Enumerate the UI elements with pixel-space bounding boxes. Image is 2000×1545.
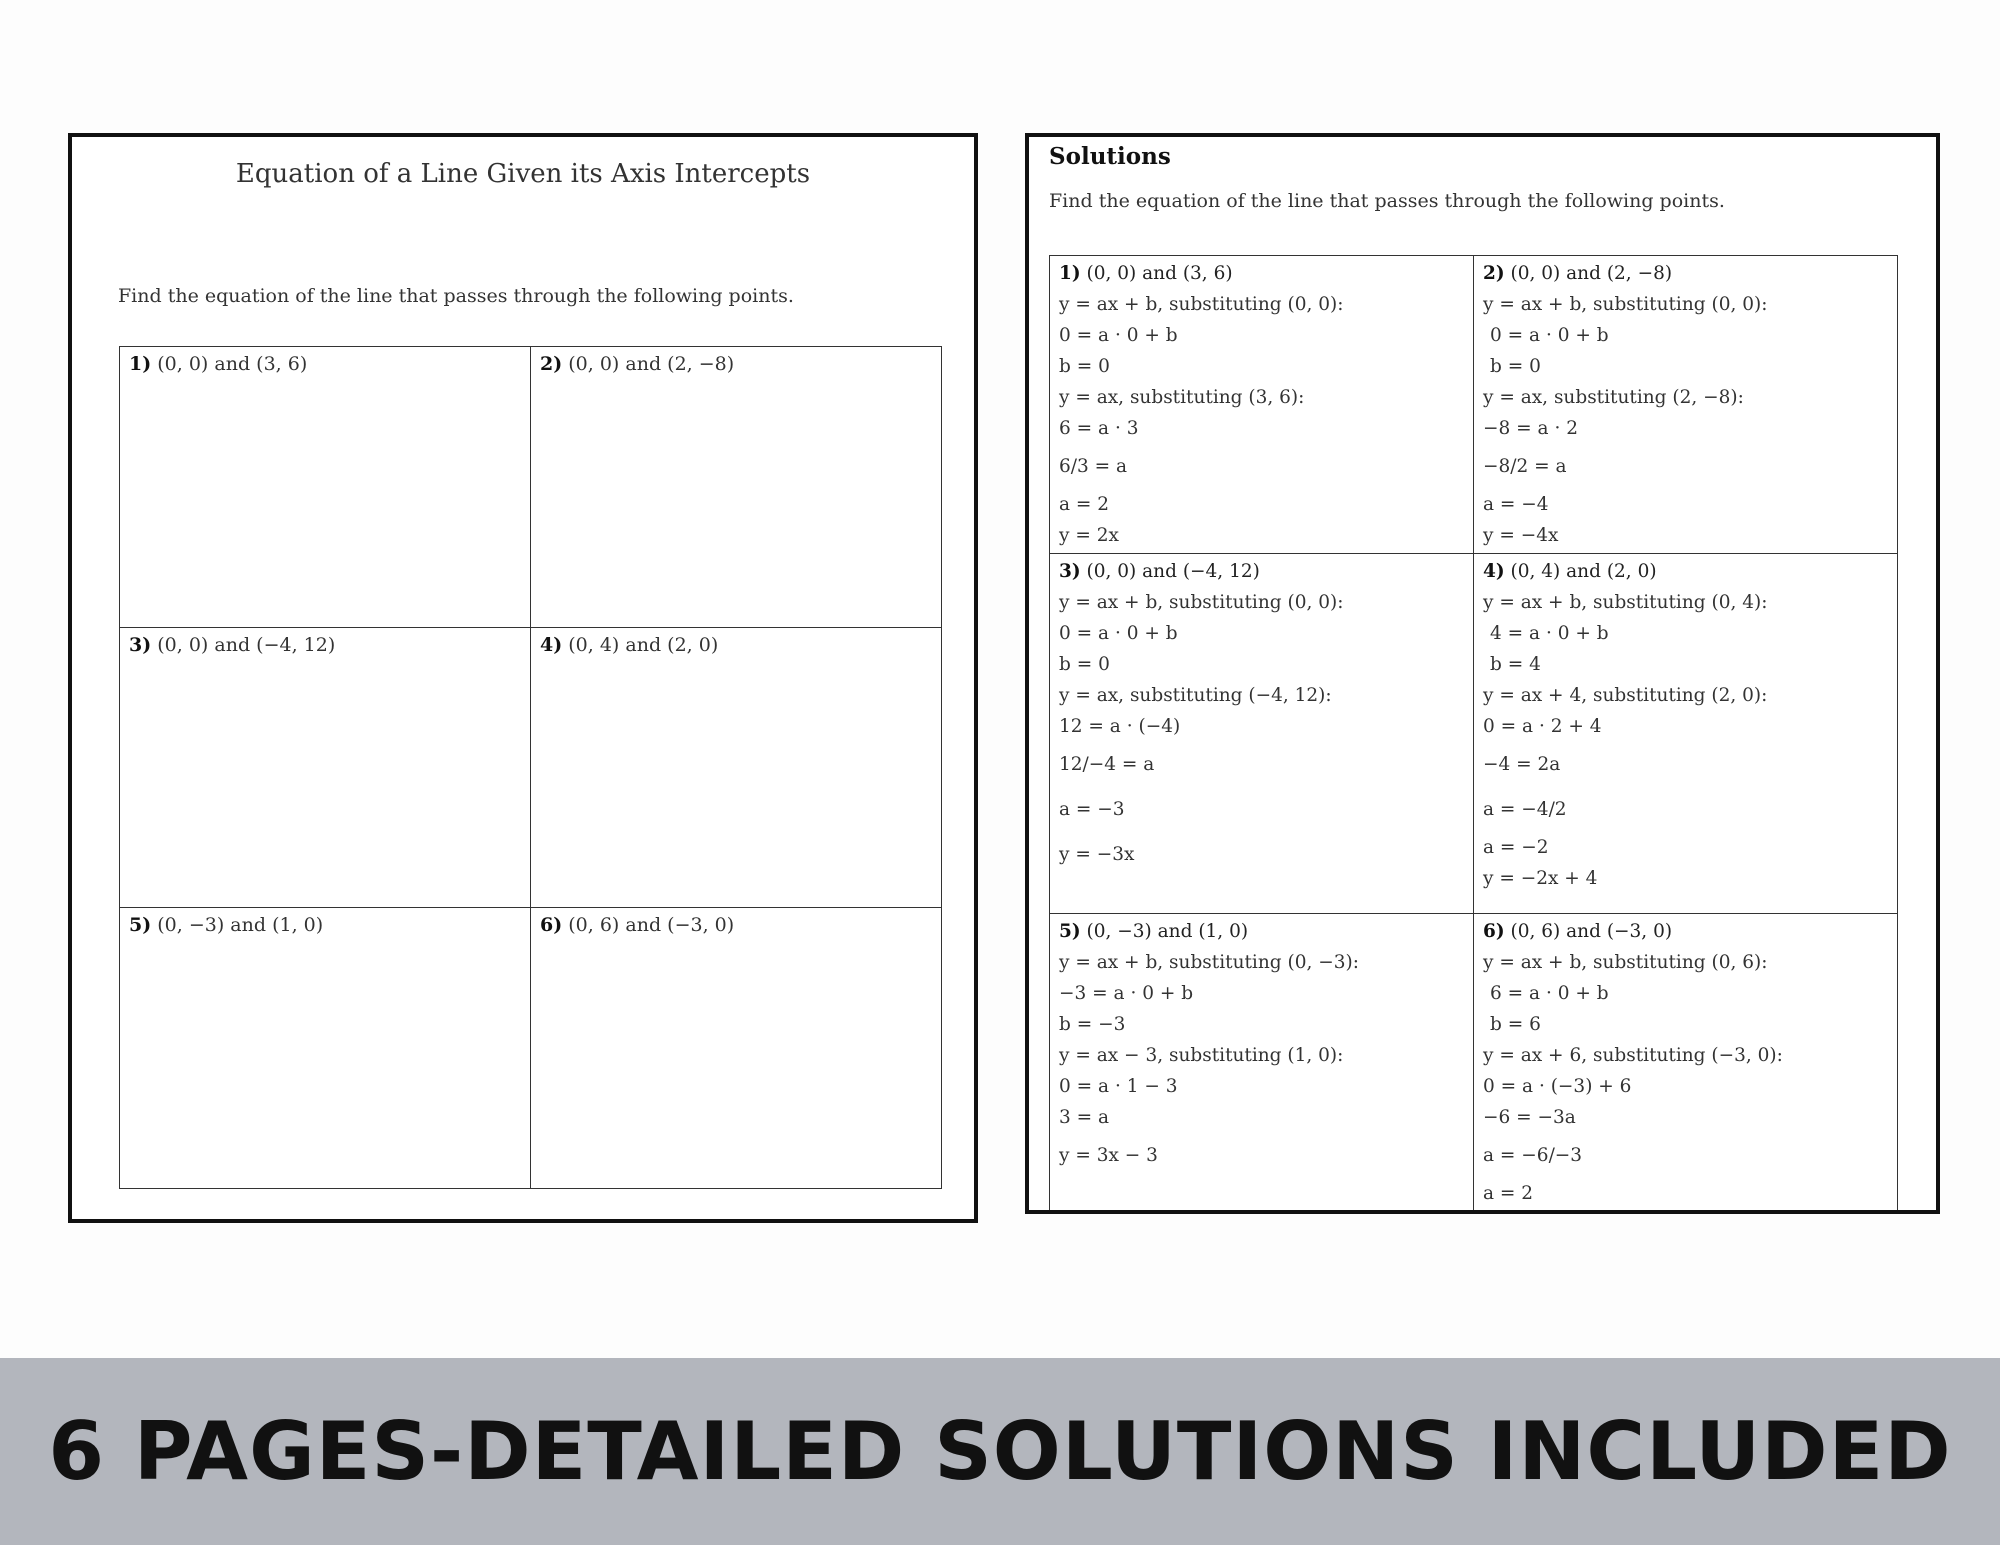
solution-step: 0 = a · 1 − 3: [1059, 1076, 1178, 1097]
solutions-page: [1025, 133, 1940, 1214]
solution-header: [1483, 556, 1888, 587]
problem-cell: [531, 347, 942, 628]
solution-step: y = ax + b, substituting (0, 0):: [1059, 592, 1344, 613]
solutions-heading: Solutions: [1049, 143, 1171, 170]
solutions-instruction: Find the equation of the line that passes through the following points.: [1049, 190, 1725, 212]
solution-step: −8/2 = a: [1483, 456, 1567, 477]
solutions-table: [1049, 255, 1898, 1214]
solution-step: y = −4x: [1483, 525, 1559, 546]
problem-number: 2): [540, 353, 563, 375]
solution-step: b = 0: [1059, 654, 1110, 675]
solution-header: [1483, 258, 1888, 289]
solution-step: 6 = a · 3: [1059, 418, 1139, 439]
problem-points: (0, 0) and (3, 6): [157, 353, 308, 375]
problem-points: (0, 4) and (2, 0): [568, 633, 719, 656]
solution-points: (0, −3) and (1, 0): [1086, 921, 1249, 942]
problem-number: 4): [540, 633, 563, 656]
solution-step: y = ax + 4, substituting (2, 0):: [1483, 685, 1768, 706]
solution-step: a = −6/−3: [1483, 1145, 1583, 1166]
solution-step: 3 = a: [1059, 1107, 1110, 1128]
problem-number: 3): [129, 633, 152, 656]
problem-number: 5): [129, 914, 152, 937]
problem-cell: [120, 628, 531, 909]
solution-step: a = −4/2: [1483, 799, 1567, 820]
solution-step: y = 3x − 3: [1059, 1145, 1158, 1166]
problem-points: (0, 6) and (−3, 0): [568, 914, 735, 937]
solution-number: 1): [1059, 263, 1081, 284]
solution-points: (0, 4) and (2, 0): [1510, 561, 1657, 582]
problem-points: (0, 0) and (2, −8): [568, 353, 735, 375]
solution-step: b = 4: [1490, 654, 1541, 675]
problem-points: (0, 0) and (−4, 12): [157, 633, 336, 656]
solution-number: 5): [1059, 921, 1081, 942]
solution-step: 0 = a · (−3) + 6: [1483, 1076, 1632, 1097]
solution-step: 4 = a · 0 + b: [1490, 623, 1609, 644]
solution-step: y = ax + b, substituting (0, 4):: [1483, 592, 1768, 613]
solution-number: 6): [1483, 921, 1505, 942]
solution-step: y = ax + b, substituting (0, 0):: [1059, 294, 1344, 315]
solution-step: y = −3x: [1059, 844, 1135, 865]
solution-step: a = 2: [1483, 1183, 1534, 1204]
banner-text: 6 PAGES-DETAILED SOLUTIONS INCLUDED: [48, 1405, 1952, 1498]
solution-step: 0 = a · 0 + b: [1490, 325, 1609, 346]
solution-header: [1483, 916, 1888, 947]
solution-step: −6 = −3a: [1483, 1107, 1576, 1128]
solution-step: 0 = a · 0 + b: [1059, 325, 1178, 346]
solution-step: 0 = a · 0 + b: [1059, 623, 1178, 644]
solution-number: 3): [1059, 561, 1081, 582]
problem-number: 6): [540, 914, 563, 937]
solution-cell: [1050, 554, 1474, 914]
problem-number: 1): [129, 353, 152, 375]
solution-step: b = −3: [1059, 1014, 1126, 1035]
solution-step: 0 = a · 2 + 4: [1483, 716, 1602, 737]
solution-number: 2): [1483, 263, 1505, 284]
solution-step: 12 = a · (−4): [1059, 716, 1181, 737]
solution-number: 4): [1483, 561, 1505, 582]
solution-step: a = −4: [1483, 494, 1549, 515]
solution-step: y = −2x + 4: [1483, 868, 1598, 889]
problem-points: (0, −3) and (1, 0): [157, 914, 324, 937]
solution-cell: [1474, 914, 1898, 1214]
solution-cell: [1050, 914, 1474, 1214]
solution-step: y = 2x: [1059, 525, 1119, 546]
solution-step: y = ax, substituting (−4, 12):: [1059, 685, 1332, 706]
solution-step: −3 = a · 0 + b: [1059, 983, 1194, 1004]
worksheet-instruction: Find the equation of the line that passes through the following points.: [118, 285, 794, 307]
solution-points: (0, 6) and (−3, 0): [1510, 921, 1673, 942]
solution-header: [1059, 916, 1464, 947]
solution-cell: [1474, 256, 1898, 554]
solution-points: (0, 0) and (3, 6): [1086, 263, 1233, 284]
solution-step: b = 0: [1059, 356, 1110, 377]
solution-step: b = 0: [1490, 356, 1541, 377]
solution-step: −4 = 2a: [1483, 754, 1561, 775]
solution-step: 12/−4 = a: [1059, 754, 1155, 775]
solution-step: a = 2: [1059, 494, 1110, 515]
solution-step: b = 6: [1490, 1014, 1541, 1035]
solution-step: y = ax, substituting (3, 6):: [1059, 387, 1305, 408]
worksheet-page: [68, 133, 978, 1223]
problem-cell: [120, 908, 531, 1189]
problem-cell: [120, 347, 531, 628]
solution-step: −8 = a · 2: [1483, 418, 1578, 439]
solution-step: a = −3: [1059, 799, 1125, 820]
worksheet-title: Equation of a Line Given its Axis Intercepts: [235, 159, 811, 189]
solution-step: y = ax, substituting (2, −8):: [1483, 387, 1744, 408]
worksheet-problem-grid: [119, 346, 942, 1189]
promo-banner: [0, 1358, 2000, 1545]
solution-points: (0, 0) and (−4, 12): [1086, 561, 1260, 582]
solution-cell: [1050, 256, 1474, 554]
solution-header: [1059, 556, 1464, 587]
solution-step: y = ax − 3, substituting (1, 0):: [1059, 1045, 1344, 1066]
solution-step: y = ax + 6, substituting (−3, 0):: [1483, 1045, 1783, 1066]
solution-step: 6 = a · 0 + b: [1490, 983, 1609, 1004]
solution-points: (0, 0) and (2, −8): [1510, 263, 1673, 284]
problem-cell: [531, 908, 942, 1189]
solution-step: y = ax + b, substituting (0, −3):: [1059, 952, 1359, 973]
solution-step: a = −2: [1483, 837, 1549, 858]
solution-step: y = ax + b, substituting (0, 0):: [1483, 294, 1768, 315]
solution-step: y = ax + b, substituting (0, 6):: [1483, 952, 1768, 973]
solution-header: [1059, 258, 1464, 289]
solution-step: 6/3 = a: [1059, 456, 1128, 477]
problem-cell: [531, 628, 942, 909]
solution-cell: [1474, 554, 1898, 914]
